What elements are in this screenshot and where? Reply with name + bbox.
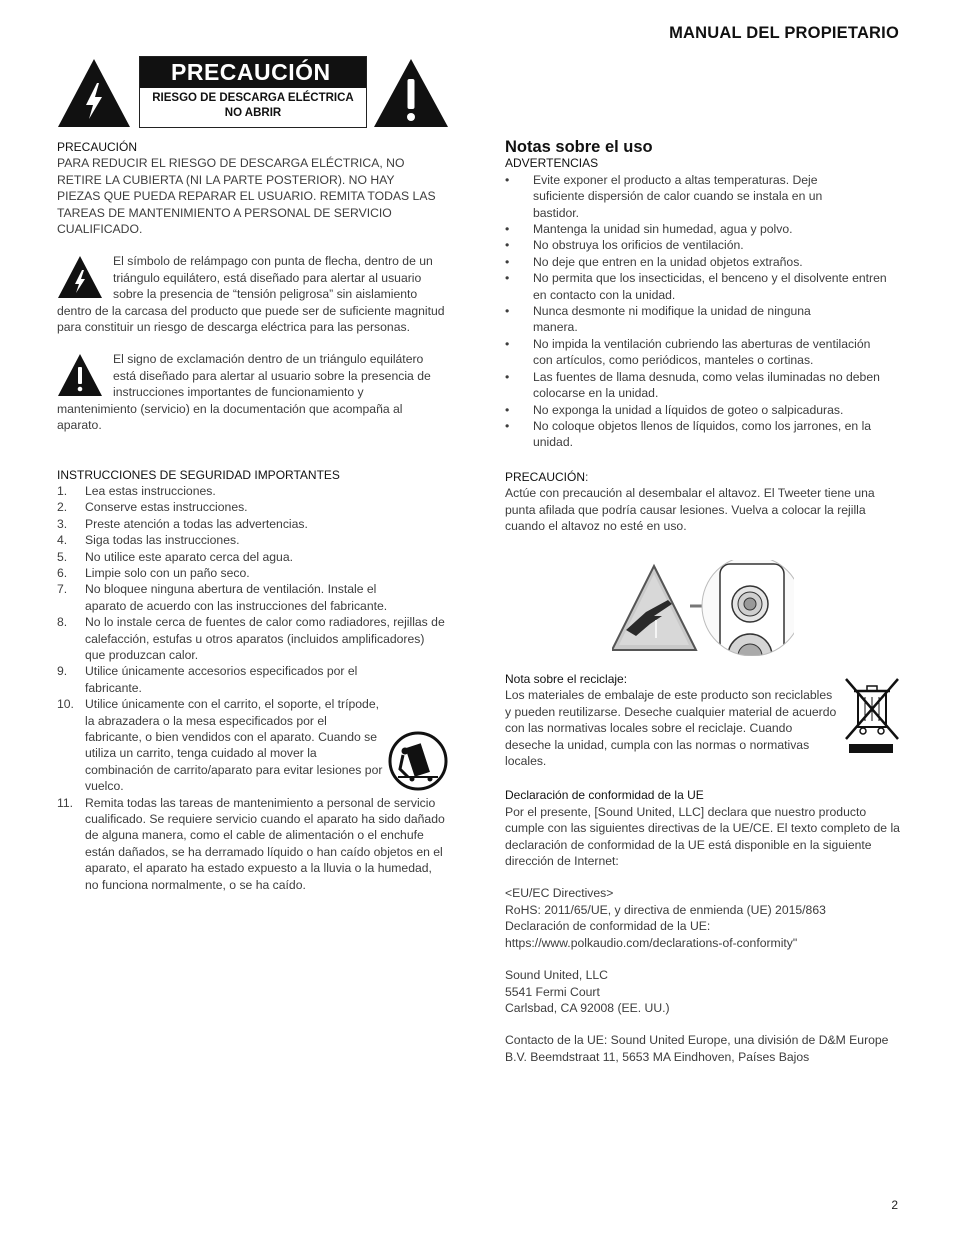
lightning-warning-icon: [56, 57, 132, 129]
exclamation-triangle-icon: [57, 353, 103, 397]
warnings-list: [505, 172, 901, 451]
safety-item: 6. Limpie solo con un paño seco.: [57, 565, 250, 580]
safety-item: 9. Utilice únicamente accesorios especificados por el fabricante.: [57, 664, 358, 695]
precaution-heading-line: PRECAUCIÓN:: [505, 469, 589, 484]
warning-item: • No exponga la unidad a líquidos de goteo o salpicaduras.: [505, 402, 844, 417]
exclamation-text: El signo de exclamación dentro de un triángulo equilátero está diseñado para alertar al usuario sobre la presencia de instrucciones importantes de funcionamiento y mantenimiento (servicio) en la documentación que acompaña al aparato.: [57, 352, 431, 433]
left-column: [57, 139, 445, 893]
cart-tip-over-icon: [388, 731, 448, 791]
warning-item: • Evite exponer el producto a altas temperaturas. Deje suficiente dispersión de calor cuando se instala en un bastidor.: [505, 172, 823, 220]
usage-heading: Notas sobre el uso: [505, 138, 653, 156]
safety-item: 8. No lo instale cerca de fuentes de calor como radiadores, rejillas de calefacción, estufas u otros aparatos (incluidos amplificadores) que produzcan calor.: [57, 615, 445, 662]
page-header-title: MANUAL DEL PROPIETARIO: [669, 24, 899, 42]
warning-item: • No permita que los insecticidas, el benceno y el disolvente entren en contacto con la unidad.: [505, 271, 887, 302]
safety-item: 4. Siga todas las instrucciones.: [57, 533, 240, 548]
recycling-text: Los materiales de embalaje de este producto son reciclables y pueden reutilizarse. Deseche cualquier material de acuerdo con las normativas locales sobre el reciclaje. Cuando deseche la unidad, cumpla con las normas o normativas locales.: [505, 688, 837, 769]
caution-label: [139, 56, 367, 128]
precaution-heading: PRECAUCIÓN: [505, 469, 586, 484]
page-number: 2: [891, 1198, 898, 1212]
eu-contact: Contacto de la UE: Sound United Europe, una división de D&M Europe B.V. Beemdstraat 11, 5653 MA Eindhoven, Países Bajos: [505, 1033, 889, 1064]
caution-label-title: PRECAUCIÓN: [140, 57, 366, 88]
warning-item: • Mantenga la unidad sin humedad, agua y polvo.: [505, 222, 793, 237]
safety-item: 5. No utilice este aparato cerca del agua.: [57, 549, 293, 564]
exclamation-explanation: [57, 351, 445, 433]
address-line3: Carlsbad, CA 92008 (EE. UU.): [505, 1000, 670, 1015]
eu-rohs: RoHS: 2011/65/UE, y directiva de enmienda (UE) 2015/863: [505, 902, 826, 917]
safety-item: 10. Utilice únicamente con el carrito, el soporte, el trípode, la abrazadera o la mesa especificados por el fabricante, o bien vendidos con el aparato. Cuando se utiliza un carrito, tenga cuidado al mover la combinación de carrito/aparato para evitar lesiones por vuelco.: [57, 697, 383, 794]
caution-heading: PRECAUCIÓN: [57, 140, 138, 154]
weee-recycling-bin-icon: [844, 677, 900, 755]
warning-item: • No impida la ventilación cubriendo las aberturas de ventilación con artículos, como periódicos, manteles o cortinas.: [505, 336, 871, 368]
recycling-heading: Nota sobre el reciclaje:: [505, 672, 628, 686]
right-column-lower: [505, 671, 901, 1065]
lightning-text: El símbolo de relámpago con punta de flecha, dentro de un triángulo equilátero, está diseñado para alertar al usuario sobre la presencia de “tensión peligrosa” sin aislamiento dentro de la carcasa del producto que puede ser de suficiente magnitud para constituir un riesgo de descarga eléctrica para las personas.: [57, 254, 445, 335]
safety-item: 11. Remita todas las tareas de mantenimiento a personal de servicio cualificado. Se requiere servicio cuando el aparato ha sido dañado de alguna manera, como el cable de alimentación o el enchufe están dañados, se ha derramado líquido o han caído objetos en el aparato, el aparato ha estado expuesto a la lluvia o la humedad, no funciona normalmente, o se ha caído.: [57, 795, 445, 892]
eu-declaration-url: https://www.polkaudio.com/declarations-of-conformity": [505, 935, 798, 950]
warning-item: • No coloque objetos llenos de líquidos, como los jarrones, en la unidad.: [505, 418, 872, 450]
right-column: [505, 139, 901, 534]
caution-text: PARA REDUCIR EL RIESGO DE DESCARGA ELÉCTRICA, NO RETIRE LA CUBIERTA (NI LA PARTE POSTERIOR). NO HAY PIEZAS QUE PUEDA REPARAR EL USUARIO. REMITA TODAS LAS TAREAS DE MANTENIMIENTO A PERSONAL DE SERVICIO CUALIFICADO.: [57, 156, 436, 237]
lightning-explanation: [57, 253, 445, 335]
warnings-heading: ADVERTENCIAS: [505, 156, 599, 171]
warning-item: • Nunca desmonte ni modifique la unidad de ninguna manera.: [505, 304, 811, 335]
eu-declaration-label: Declaración de conformidad de la UE:: [505, 919, 711, 934]
safety-heading: INSTRUCCIONES DE SEGURIDAD IMPORTANTES: [57, 467, 340, 482]
address-line1: Sound United, LLC: [505, 968, 608, 983]
exclamation-warning-icon: [372, 57, 450, 129]
warning-item: • Las fuentes de llama desnuda, como velas iluminadas no deben colocarse en la unidad.: [505, 369, 880, 401]
safety-list: [57, 483, 445, 893]
eu-heading: Declaración de conformidad de la UE: [505, 788, 704, 803]
safety-item: 7. No bloquee ninguna abertura de ventilación. Instale el aparato de acuerdo con las instrucciones del fabricante.: [57, 582, 388, 613]
warning-item: • No deje que entren en la unidad objetos extraños.: [505, 254, 803, 269]
eu-directives: <EU/EC Directives>: [505, 886, 614, 901]
safety-item: 1. Lea estas instrucciones.: [57, 483, 216, 498]
caution-label-line1: RIESGO DE DESCARGA ELÉCTRICA: [152, 92, 354, 104]
address-line2: 5541 Fermi Court: [505, 984, 600, 999]
eu-text: Por el presente, [Sound United, LLC] declara que nuestro producto cumple con las siguientes directivas de la UE/CE. El texto completo de la declaración de conformidad de la UE está disponible en la siguiente dirección de Internet:: [505, 804, 900, 869]
precaution-text: Actúe con precaución al desembalar el altavoz. El Tweeter tiene una punta afilada que podría causar lesiones. Vuelva a colocar la rejilla cuando el altavoz no esté en uso.: [505, 486, 875, 533]
caution-label-line2: NO ABRIR: [224, 107, 282, 119]
tweeter-hazard-illustration: [612, 560, 794, 656]
lightning-triangle-icon: [57, 255, 103, 299]
warning-item: • No obstruya los orificios de ventilación.: [505, 238, 744, 253]
safety-item: 2. Conserve estas instrucciones.: [57, 500, 248, 515]
safety-item: 3. Preste atención a todas las advertencias.: [57, 516, 308, 531]
